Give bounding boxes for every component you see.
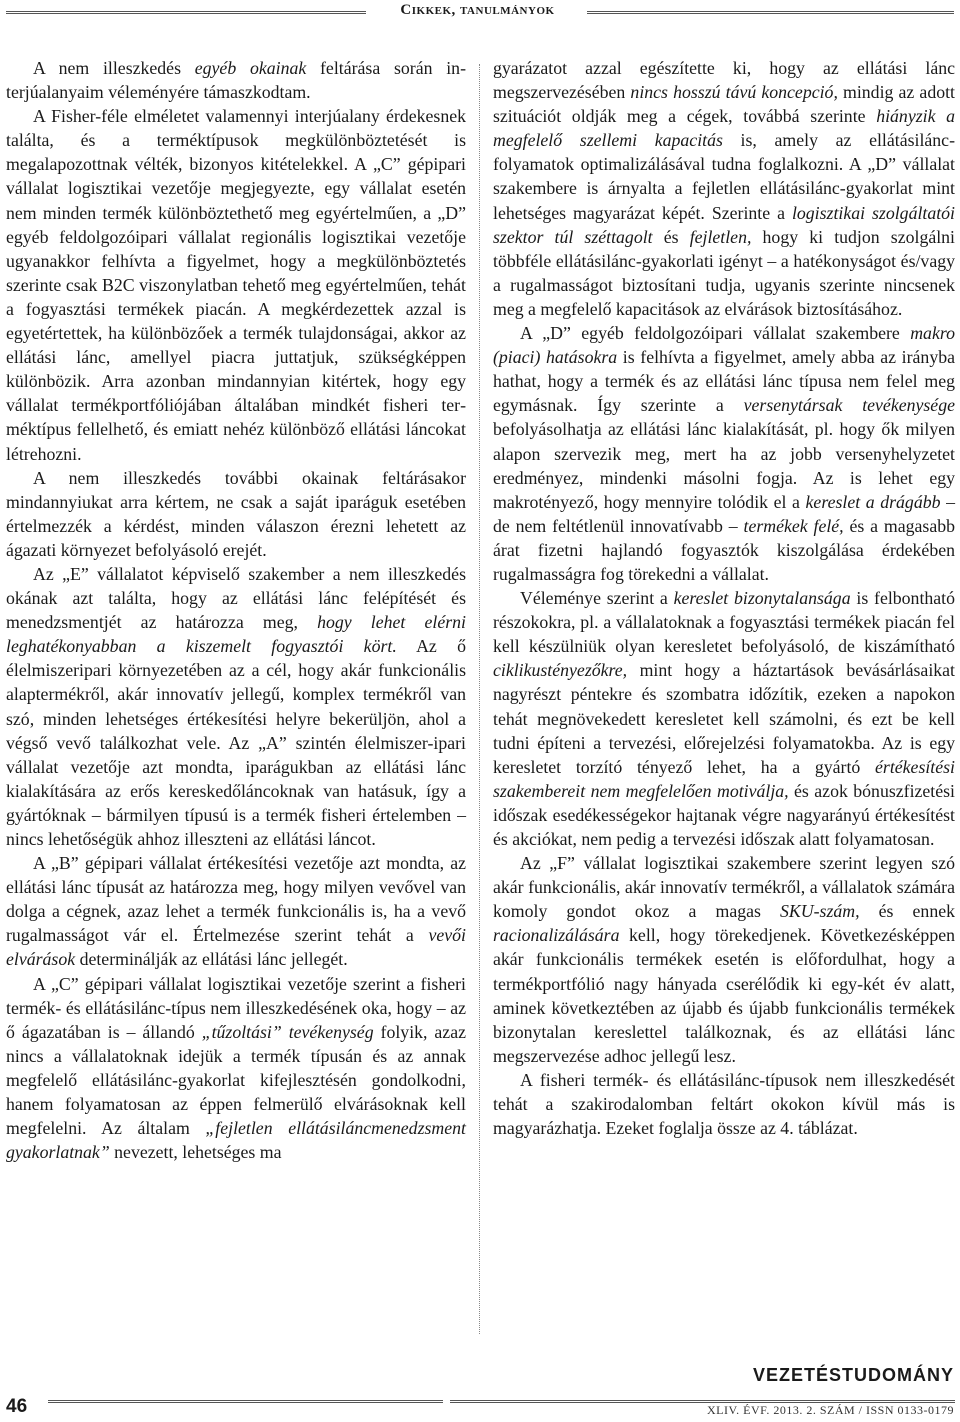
italic-run: „tűzoltási” tevékenység: [201, 1021, 374, 1042]
left-text-column: [6, 56, 466, 1164]
text-run: Az ő élelmiszeripari környezetében az a cél, hogy akár funkcionális alaptermékről, akár innovatív jellegű, komplex termékről van szó, minden lehetséges értékesítési helyre bekerüljön, ahol a végső vevő találkozhat vele. Az „A” szintén élelmiszer-ipari vállalat vezetője azt mondta, iparágukban az ellátási lánc kialakítására az erős kereskedőláncoknak van hatásuk, így a gyártóknak – bármilyen típusú is a termék fisheri értelemben – nincs lehetőségük ahhoz illeszteni az ellátási láncot.: [6, 636, 466, 849]
italic-run: logisztikai szolgáltatói szektor túl széttagolt: [493, 202, 955, 247]
paragraph: [6, 562, 466, 851]
section-title: Cikkek, tanulmányok: [400, 2, 555, 18]
header-rule-right: [587, 11, 954, 14]
text-run: és a magasabb árat fizetni hajlandó fogyasztók kiszolgálása érdekében rugalmasságra fog törekedni a vállalat.: [493, 515, 956, 584]
text-run: is felbontható részokokra, pl. a vállalatoknak a fogyasztási termékek piacán fel kell készülniük olyan keresletet befolyásoló, de kiszámítható: [493, 588, 955, 657]
footer-rule-left: [48, 1400, 443, 1403]
paragraph: [493, 321, 955, 586]
text-run: mindig az adott szituációt oldják meg a cégek, továbbá szerinte: [493, 82, 955, 127]
paragraph: [493, 1068, 955, 1140]
italic-run: hogy lehet elérni leghatékonyabban a kiszemelt fogyasztói kört.: [6, 612, 466, 657]
text-run: és: [652, 226, 690, 247]
italic-run: kereslet bizonytalansága: [673, 588, 851, 609]
text-run: gyarázatot azzal egészítette ki, hogy az ellátási lánc megszervezésében: [493, 58, 955, 103]
text-run: A „C” gépipari vállalat logisztikai vezetője szerint a fisheri termék- és ellátásilánc-típus nem illeszkedésének oka, hogy – az ő ágazatában is – állandó: [6, 973, 466, 1042]
italic-run: versenytársak tevékenysége: [743, 395, 955, 416]
paragraph: [493, 851, 955, 1068]
text-run: Az „E” vállalatot képviselő szakember a nem illeszkedés okának azt találta, hogy az ellátási lánc felépítését és menedzsmentjét az határozza meg,: [6, 563, 466, 633]
text-run: mint hogy a háztartások bevásárlásaikat nagyrészt péntekre és szombatra időzítik, ezeken a napokon tehát megnövekedett keresletet kell számolni, és ezt be kell tudni építeni a tervezési, előrejelzési folyamatokba. Az is egy keresletet torzító tényező lehet, ha a gyártó: [493, 660, 955, 777]
italic-run: egyéb okainak: [194, 58, 307, 78]
paragraph: [6, 56, 466, 104]
text-run: Az „F” vállalat logisztikai szakembere szerint legyen szó akár funkcionális, akár innovatív termékről, a vállalatok számára komoly gondot okoz a magas: [493, 853, 955, 922]
text-run: A Fisher-féle elméletet valamennyi interjúalany érdekesnek találta, és a terméktípusok megkülönböztetését is megalapozottnak vélték, bizonyos kitételekkel. A „C” gépipari vállalat logisztikai vezetője megjegyezte, egy vállalat esetén nem minden termék különböztethető meg egyértelműen, a „D” egyéb feldolgozóipari vállalat regionális logisztikai vezetője ugyanakkor felhívta a figyelmet, hogy a megkülönböztetés szerinte csak B2C viszonylatban tehető meg egyértelműen, tehát a fogyasztási termékek piacán. A megkérdezettek azzal is egyetértettek, ha különbözőek a termék tulajdonságai, akkor az ellátási lánc, amellyel piacra juttatjuk, szükségképpen különbözik. Arra azonban mindannyian kitértek, hogy egy vállalat termékportfóliójában általában mindkét fisheri terméktípus fellelhető, és emiatt nehéz különböző ellátási láncokat létrehozni.: [6, 106, 466, 464]
header-rule-left: [6, 11, 366, 14]
italic-run: nincs hosszú távú koncepció,: [630, 82, 838, 103]
paragraph: [6, 972, 466, 1165]
italic-run: ciklikustényezőkre,: [493, 660, 628, 681]
issue-info: XLIV. ÉVF. 2013. 2. SZÁM / ISSN 0133-0179: [707, 1403, 954, 1417]
text-run: hogy ki tudjon szolgálni többféle ellátásilánc-gyakorlati igényt – a hatékonyságot és/vagy a rugalmasságot biztosítani tudja, ugyanis szerinte nincsenek meg a megfelelő kapacitások az elvárások biztosításához.: [493, 226, 955, 319]
text-run: determinálják az ellátási lánc jellegét.: [75, 949, 348, 970]
text-run: A nem illeszkedés további okainak feltárásakor mindannyiukat arra kértem, ne csak a saját iparáguk esetében értelmezzék a kérdést, minden válaszon érezni lehetett az ágazati környezet befolyásoló erejét.: [6, 467, 466, 560]
italic-run: makro (piaci) hatásokra: [493, 323, 955, 368]
text-run: A „B” gépipari vállalat értékesítési vezetője azt mondta, az ellátási lánc típusát az határozza meg, hogy milyen vevővel van dolga a cégnek, azaz lehet a termék funkcionális is, ha a vevő rugalmasságot vár el. Értelmezése szerint tehát a: [6, 853, 466, 946]
text-run: és azok bónuszfizetési időszak esedékességekor hajtanak végre nagyarányú értékesítést és akciókat, nem pedig a tervezési időszak alatt folyamatosan.: [493, 780, 955, 849]
paragraph: [493, 56, 955, 321]
italic-run: racionalizálására: [493, 925, 620, 946]
text-run: is, amely az ellátásilánc-folyamatok optimalizálásával tudna foglalkozni. A „D” vállalat szakembere is árnyalta a fejletlen ellátásilánc-gyakorlat mint lehetséges magyarázat képét. Szerinte a: [493, 130, 955, 223]
paragraph: [6, 466, 466, 562]
paragraph: [6, 104, 466, 465]
text-run: folyik, azaz nincs a vállalatoknak idejük a termék típusán és az annak megfelelő ellátásilánc-gyakorlat kifejlesztésén gondolkodni, hanem folyamatosan az éppen felmerülő elvárásoknak kell megfelelni. Az általam: [6, 1021, 466, 1139]
italic-run: értékesítési szakembereit nem megfelelően motiválja,: [493, 756, 955, 801]
text-run: A fisheri termék- és ellátásilánc-típusok nem illeszkedését tehát a szakirodalomban feltárt okokon kívül más is magyarázhatja. Ezeket foglalja össze az 4. táblázat.: [493, 1069, 955, 1139]
italic-run: fejletlen,: [689, 226, 752, 247]
text-run: Véleménye szerint a: [520, 588, 674, 609]
italic-run: SKU-szám,: [780, 901, 860, 922]
italic-run: „fejletlen ellátásiláncmenedzsment gyakorlatnak”: [6, 1118, 466, 1163]
italic-run: hiányzik a megfelelő szellemi kapacitás: [493, 106, 956, 151]
text-run: – de nem feltétlenül innovatívabb –: [493, 491, 955, 536]
text-run: kell, hogy törekedjenek. Következésképpen akár funkcionális termékek esetén is előfordulhat, hogy a termékportfólió nagy hányada cserélődik ki egy-két év alatt, aminek következtében az újabb és újabb funkcionális termékek bizonytalan kereslettel találkoznak, és az ellátási lánc megszervezése adhoc jellegű lesz.: [493, 925, 955, 1066]
text-run: feltárása során interjúalanyaim véleményére támaszkodtam.: [6, 58, 466, 103]
text-run: nevezett, lehetséges ma: [109, 1142, 282, 1163]
text-run: A nem illeszkedés: [33, 58, 195, 78]
paragraph: [493, 586, 955, 851]
page-number: 46: [6, 1396, 28, 1417]
text-run: is felhívta a figyelmet, amely abba az irányba hathat, hogy a termék és az ellátási lánc típusa nem felel meg egymásnak. Így szerinte a: [493, 347, 955, 416]
journal-name: VEZETÉSTUDOMÁNY: [752, 1365, 954, 1385]
italic-run: termékek felé,: [743, 515, 844, 536]
italic-run: vevői elvárások: [6, 925, 466, 970]
text-run: befolyásolhatja az ellátási lánc kialakítását, pl. hogy ők milyen alapon szervezik meg, mert ha az jobb versenyhelyzetet eredményez, mindenki másolni fogja. Az is lehet egy makrotényező, hogy mennyire tolódik el a: [493, 419, 955, 512]
italic-run: kereslet a drágább: [805, 491, 941, 512]
paragraph: [6, 851, 466, 971]
text-run: A „D” egyéb feldolgozóipari vállalat szakembere: [520, 323, 911, 344]
right-text-column: [493, 56, 955, 1140]
text-run: és ennek: [859, 901, 955, 922]
column-divider: [479, 64, 480, 1334]
